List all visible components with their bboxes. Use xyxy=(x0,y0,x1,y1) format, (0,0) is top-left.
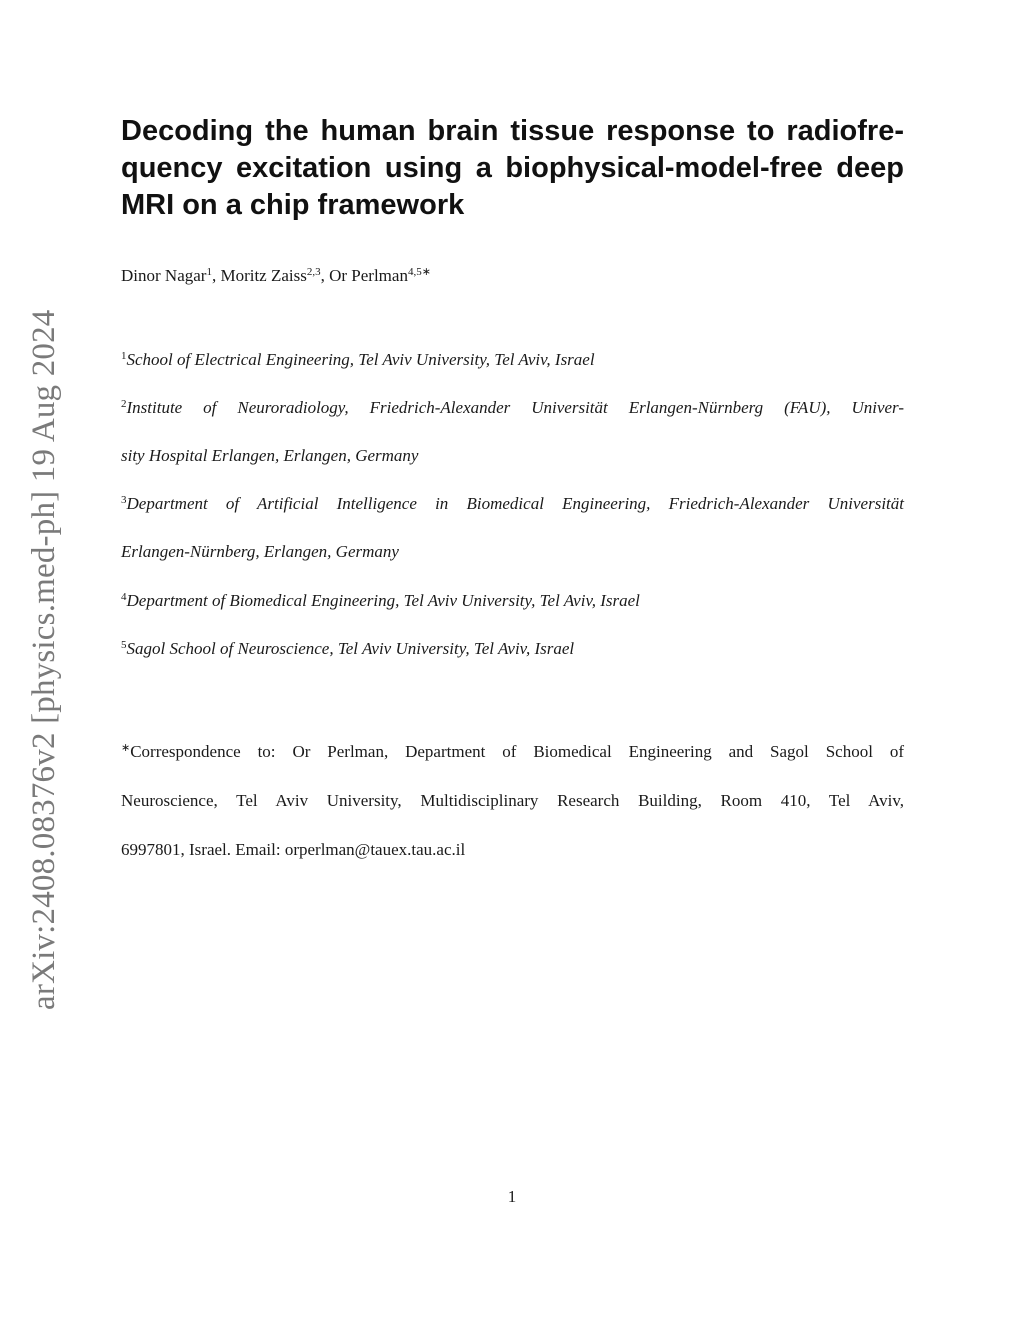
affiliation-text: Department of Biomedical Engineering, Tel Aviv University, Tel Aviv, Israel xyxy=(126,591,640,610)
affiliation-5 xyxy=(121,637,904,661)
author-name: Or Perlman xyxy=(329,266,408,285)
title-line: MRI on a chip framework xyxy=(121,189,465,221)
affiliation-text: Institute of Neuroradiology, Friedrich-Alexander Universität Erlangen-Nürnberg (FAU), Univer- xyxy=(126,398,904,417)
author-list: Dinor Nagar$^1$, Moritz Zaiss$^{2,3}$, Or Perlman$^{4,5∗}$ xyxy=(121,266,431,285)
affiliation-1 xyxy=(121,348,904,372)
author-affiliation-marker: 2,3 xyxy=(306,266,321,278)
affiliation-text: sity Hospital Erlangen, Erlangen, Germany xyxy=(121,446,419,465)
title-line: quency excitation using a biophysical-model-free deep xyxy=(121,152,904,184)
affiliation-number: 1 xyxy=(121,350,127,362)
affiliation-4 xyxy=(121,589,904,613)
affiliation-text: Sagol School of Neuroscience, Tel Aviv University, Tel Aviv, Israel xyxy=(126,639,575,658)
affiliation-number: 2 xyxy=(121,398,127,410)
affiliation-text: School of Electrical Engineering, Tel Aviv University, Tel Aviv, Israel xyxy=(126,350,595,369)
correspondence-text: Neuroscience, Tel Aviv University, Multidisciplinary Research Building, Room 410, Tel Aviv, xyxy=(121,791,904,810)
paper-title xyxy=(121,113,904,224)
correspondence-note xyxy=(121,740,904,887)
author-affiliation-marker: 4,5∗ xyxy=(407,266,431,278)
author-affiliation-marker: 1 xyxy=(206,266,212,278)
affiliation-text: Department of Artificial Intelligence in Biomedical Engineering, Friedrich-Alexander Universität xyxy=(126,494,904,513)
affiliation-number: 4 xyxy=(121,591,127,603)
affiliation-text: Erlangen-Nürnberg, Erlangen, Germany xyxy=(121,542,399,561)
author-name: Dinor Nagar xyxy=(121,266,207,285)
affiliation-number: 5 xyxy=(121,639,127,651)
affiliation-3 xyxy=(121,492,904,564)
page-number: 1 xyxy=(507,1187,517,1206)
title-line: Decoding the human brain tissue response to radiofre- xyxy=(121,115,904,147)
affiliation-number: 3 xyxy=(121,494,127,506)
arxiv-identifier-stamp: arXiv:2408.08376v2 [physics.med-ph] 19 Aug 2024 xyxy=(26,309,62,1010)
author-name: Moritz Zaiss xyxy=(220,266,307,285)
correspondence-text: Correspondence to: Or Perlman, Department of Biomedical Engineering and Sagol School of xyxy=(130,742,904,761)
affiliation-2 xyxy=(121,396,904,468)
correspondence-text: 6997801, Israel. Email: orperlman@tauex.tau.ac.il xyxy=(121,840,466,859)
correspondence-marker: ∗ xyxy=(121,742,131,754)
